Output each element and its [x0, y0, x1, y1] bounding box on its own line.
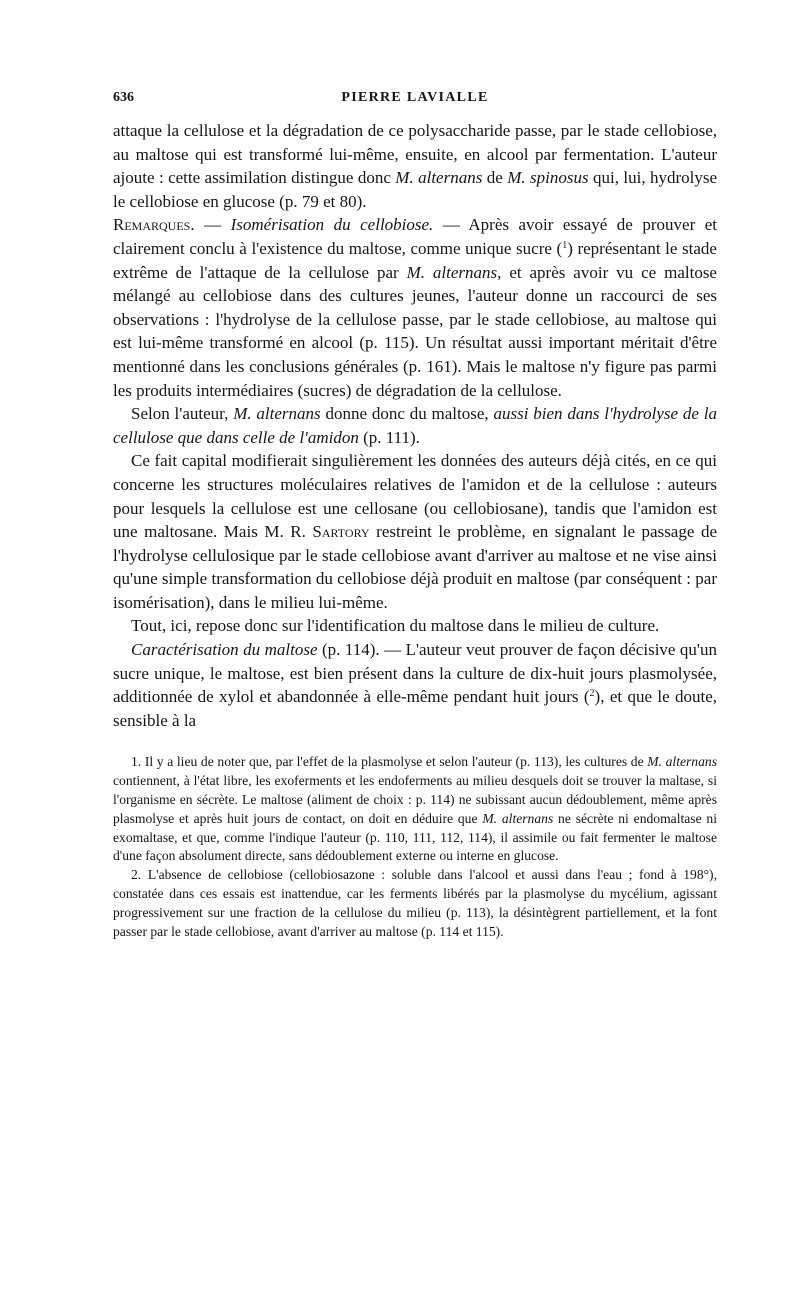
species-name: M. alternans — [406, 262, 498, 282]
body-text — [113, 119, 717, 732]
paragraph-tout-ici: Tout, ici, repose donc sur l'identification du maltose dans le milieu de culture. — [131, 616, 660, 636]
species-name: M. alternans — [647, 754, 717, 770]
paragraph-caracterisation: Caractérisation du maltose (p. 114). — L'auteur veut prouver de façon décisive qu'un sucre unique, le maltose, est bien présent dans la culture de dix-huit jours plasmolysée, additionnée de xylol et abandonnée à elle-même pendant huit jours ($^2$), et que le doute, sensible à la — [113, 640, 717, 730]
running-title: PIERRE LAVIALLE — [341, 90, 489, 105]
footnote-marker: 2 — [589, 688, 595, 700]
page-header — [113, 84, 717, 108]
footnotes — [113, 753, 717, 941]
footnote-1: 1. Il y a lieu de noter que, par l'effet de la plasmolyse et selon l'auteur (p. 113), les cultures de M. alternans contiennent, à l'état libre, les exoferments et les endoferments au milieu desquels doit se trouver la maltase, si l'organisme en sécrète. Le maltose (aliment de choix : p. 114) ne subissant aucun dédoublement, même après plasmolyse et après huit jours de contact, on doit en déduire que M. alternans ne sécrète ni endomaltase ni exomaltase, et que, comme l'indique l'auteur (p. 110, 111, 112, 114), il assimile ou fait fermenter le maltose d'une façon absolument directe, sans dédoublement externe ou interne en glucose. — [113, 754, 718, 864]
species-name: M. spinosus — [507, 168, 589, 188]
paragraph-remarques: Remarques. — Isomérisation du cellobiose. — Après avoir essayé de prouver et clairement conclu à l'existence du maltose, comme unique sucre ($^1$) représentant le stade extrême de l'attaque de la cellulose par M. alternans, et après avoir vu ce maltose mélangé au cellobiose dans des cultures jeunes, l'auteur donne un raccourci de ses observations : l'hydrolyse de la cellulose passe, par le stade cellobiose, au maltose qui est lui-même transformé en alcool (p. 115). Un résultat aussi important méritait d'être mentionné dans les conclusions générales (p. 161). Mais le maltose n'y figure pas parmi les produits intermédiaires (sucres) de dégradation de la cellulose. — [113, 215, 718, 400]
paragraph-fait-capital: Ce fait capital modifierait singulièrement les données des auteurs déjà cités, en ce qui concerne les structures moléculaires relatives de l'amidon et de la cellulose : auteurs pour lesquels la cellulose est une cellosane (ou cellobiosane), tandis que l'amidon est une maltosane. Mais M. R. Sartory restreint le problème, en signalant le passage de l'hydrolyse cellulosique par le stade cellobiose avant d'arriver au maltose et ne vise ainsi qu'une simple transformation du cellobiose déjà produit en maltose (par conséquent : par isomérisation), dans le milieu lui-même. — [113, 451, 717, 612]
species-name: M. alternans — [233, 404, 321, 424]
section-label: Remarques. — [113, 215, 195, 235]
document-page — [113, 84, 717, 941]
footnote-2: 2. L'absence de cellobiose (cellobiosazone : soluble dans l'alcool et aussi dans l'eau ; fond à 198°), constatée dans ces essais est inattendue, car les ferments libérés par la plasmolyse du mycélium, agissant progressivement sur une fraction de la cellulose du milieu (p. 113), la désintègrent partiellement, et la font passer par le stade cellobiose, avant d'arriver au maltose (p. 114 et 115). — [113, 867, 717, 939]
species-name: M. alternans — [395, 168, 483, 188]
page-number: 636 — [113, 90, 134, 105]
paragraph-selon: Selon l'auteur, M. alternans donne donc du maltose, aussi bien dans l'hydrolyse de la cellulose que dans celle de l'amidon (p. 111). — [113, 404, 717, 447]
paragraph-continuation: attaque la cellulose et la dégradation de ce polysaccharide passe, par le stade cellobiose, au maltose qui est transformé lui-même, ensuite, en alcool par fermentation. L'auteur ajoute : cette assimilation distingue donc M. alternans de M. spinosus qui, lui, hydrolyse le cellobiose en glucose (p. 79 et 80). — [113, 121, 718, 211]
author-name: Sartory — [312, 522, 370, 542]
section-title: Caractérisation du maltose — [131, 640, 318, 660]
section-title: Isomérisation du cellobiose. — [230, 215, 434, 235]
species-name: M. alternans — [482, 810, 554, 826]
footnote-marker: 1 — [562, 239, 568, 251]
emphasis-text: aussi bien dans l'hydrolyse de la cellulose que dans celle de l'amidon — [113, 404, 717, 447]
